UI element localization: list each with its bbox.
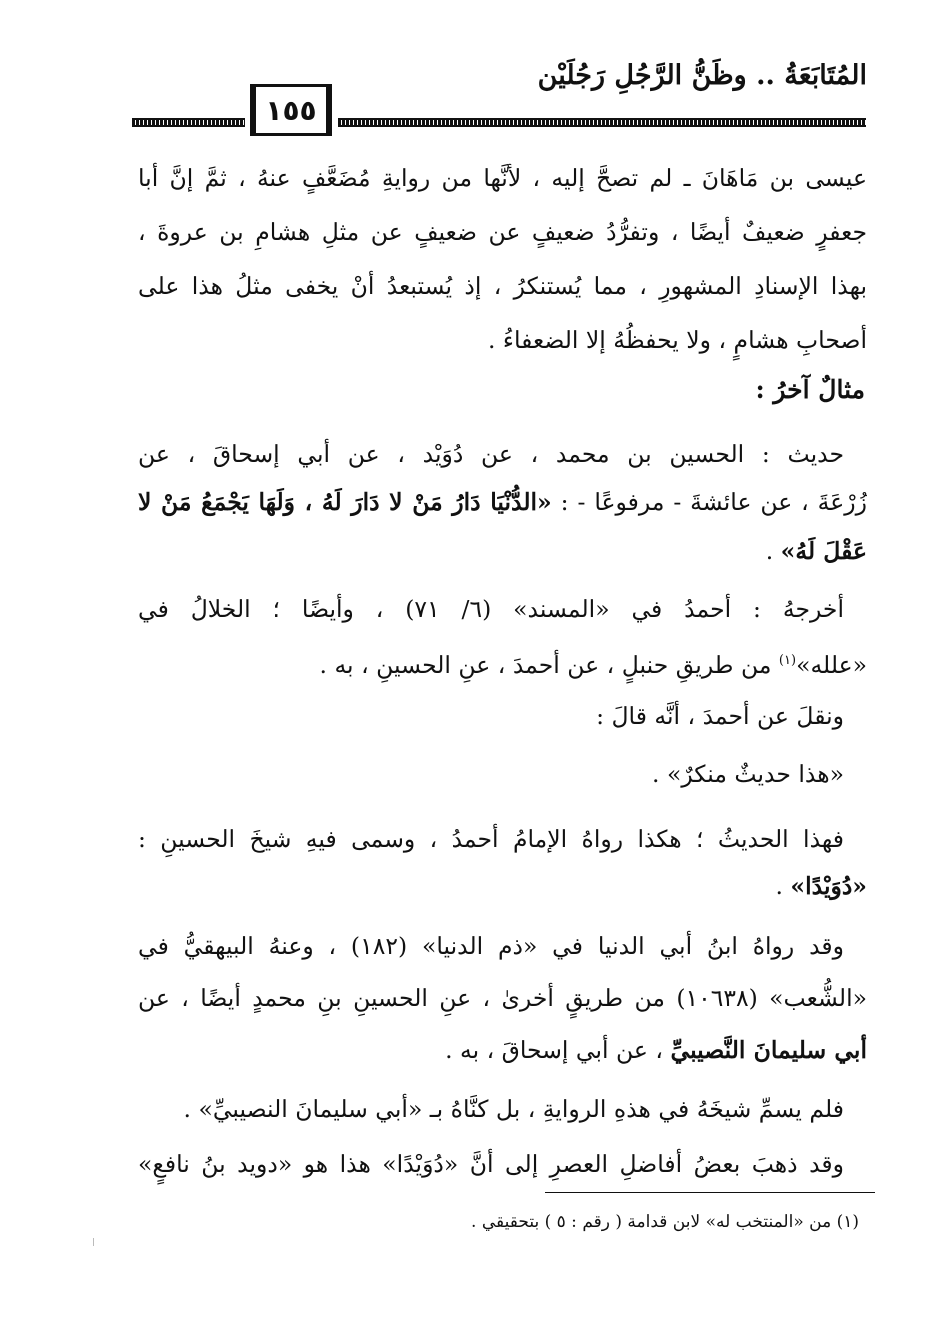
header-rule-left bbox=[132, 118, 245, 127]
paragraph-line bbox=[766, 535, 867, 567]
footnote: (١) من «المنتخب له» لابن قدامة ( رقم : ٥ ) بتحقيقي . bbox=[471, 1212, 859, 1232]
name-highlight: «دُوَيْدًا» bbox=[790, 872, 867, 900]
paragraph-line: فلم يسمِّ شيخَهُ في هذهِ الروايةِ ، بل كنَّاهُ بـ «أبي سليمانَ النصيبيِّ» . bbox=[183, 1095, 844, 1123]
paragraph-line: ونقلَ عن أحمدَ ، أنَّه قالَ : bbox=[596, 702, 844, 730]
paragraph-line: أصحابِ هشامٍ ، ولا يحفظُهُ إلا الضعفاءُ . bbox=[487, 326, 867, 354]
paragraph-line: وقد رواهُ ابنُ أبي الدنيا في «ذم الدنيا» (١٨٢) ، وعنهُ البيهقيُّ في bbox=[138, 932, 844, 960]
hadith-text: «الدُّنْيَا دَارُ مَنْ لا دَارَ لَهُ ، وَلَهَا يَجْمَعُ مَنْ لا bbox=[138, 488, 552, 516]
paragraph-line: بهذا الإسنادِ المشهورِ ، مما يُستنكرُ ، إذ يُستبعدُ أنْ يخفى مثلُ هذا على bbox=[138, 272, 867, 300]
page-number: ١٥٥ bbox=[250, 84, 332, 136]
paragraph-line: وقد ذهبَ بعضُ أفاضلِ العصرِ إلى أنَّ «دُوَيْدًا» هذا هو «دويد بنُ نافعٍ» bbox=[138, 1150, 844, 1178]
paragraph-line bbox=[138, 486, 867, 518]
paragraph-line: أخرجهُ : أحمدُ في «المسند» (٦/ ٧١) ، وأيضًا ؛ الخلالُ في bbox=[138, 595, 844, 623]
paragraph-line: فهذا الحديثُ ؛ هكذا رواهُ الإمامُ أحمدُ ، وسمى فيهِ شيخَ الحسينِ : bbox=[138, 825, 844, 853]
name-highlight: أبي سليمانَ النَّصيبيِّ bbox=[670, 1036, 867, 1064]
header-rule-right bbox=[338, 118, 866, 127]
text-run: . bbox=[765, 537, 781, 565]
scan-mark bbox=[93, 1238, 94, 1246]
section-heading: مثالٌ آخرُ : bbox=[755, 375, 865, 404]
paragraph-line: حديث : الحسين بن محمد ، عن دُوَيْد ، عن أبي إسحاقَ ، عن bbox=[138, 440, 844, 468]
paragraph-line bbox=[445, 1034, 867, 1066]
paragraph-line: عيسى بن مَاهَانَ ـ لم تصحَّ إليه ، لأنَّها من روايةِ مُضَعَّفٍ عنهُ ، ثمَّ إنَّ أبا bbox=[138, 164, 867, 192]
hadith-text: عَقْلَ لَهُ» bbox=[780, 537, 867, 565]
footnote-divider bbox=[545, 1192, 875, 1193]
running-title: المُتَابَعَةُ .. وظَنُّ الرَّجُلِ رَجُلَيْن bbox=[537, 60, 867, 91]
paragraph-line bbox=[775, 870, 867, 902]
footnote-ref: (١) bbox=[778, 653, 797, 668]
paragraph-line bbox=[320, 645, 867, 677]
text-run: ، عن أبي إسحاقَ ، به . bbox=[445, 1036, 671, 1064]
text-run: «علله» bbox=[796, 650, 867, 679]
text-run: من طريقِ حنبلٍ ، عن أحمدَ ، عنِ الحسينِ ، به . bbox=[319, 650, 779, 679]
text-run: زُرْعَةَ ، عن عائشةَ - مرفوعًا - : bbox=[551, 488, 867, 516]
paragraph-line: جعفرٍ ضعيفٌ أيضًا ، وتفرُّدُ ضعيفٍ عن ضعيفٍ عن مثلِ هشامِ بن عروةَ ، bbox=[138, 218, 867, 246]
quote-line: «هذا حديثٌ منكرٌ» . bbox=[652, 760, 844, 788]
paragraph-line: «الشُّعب» (١٠٦٣٨) من طريقٍ أخرىٰ ، عنِ الحسينِ بنِ محمدٍ أيضًا ، عن bbox=[138, 984, 867, 1012]
text-run: . bbox=[775, 872, 791, 900]
